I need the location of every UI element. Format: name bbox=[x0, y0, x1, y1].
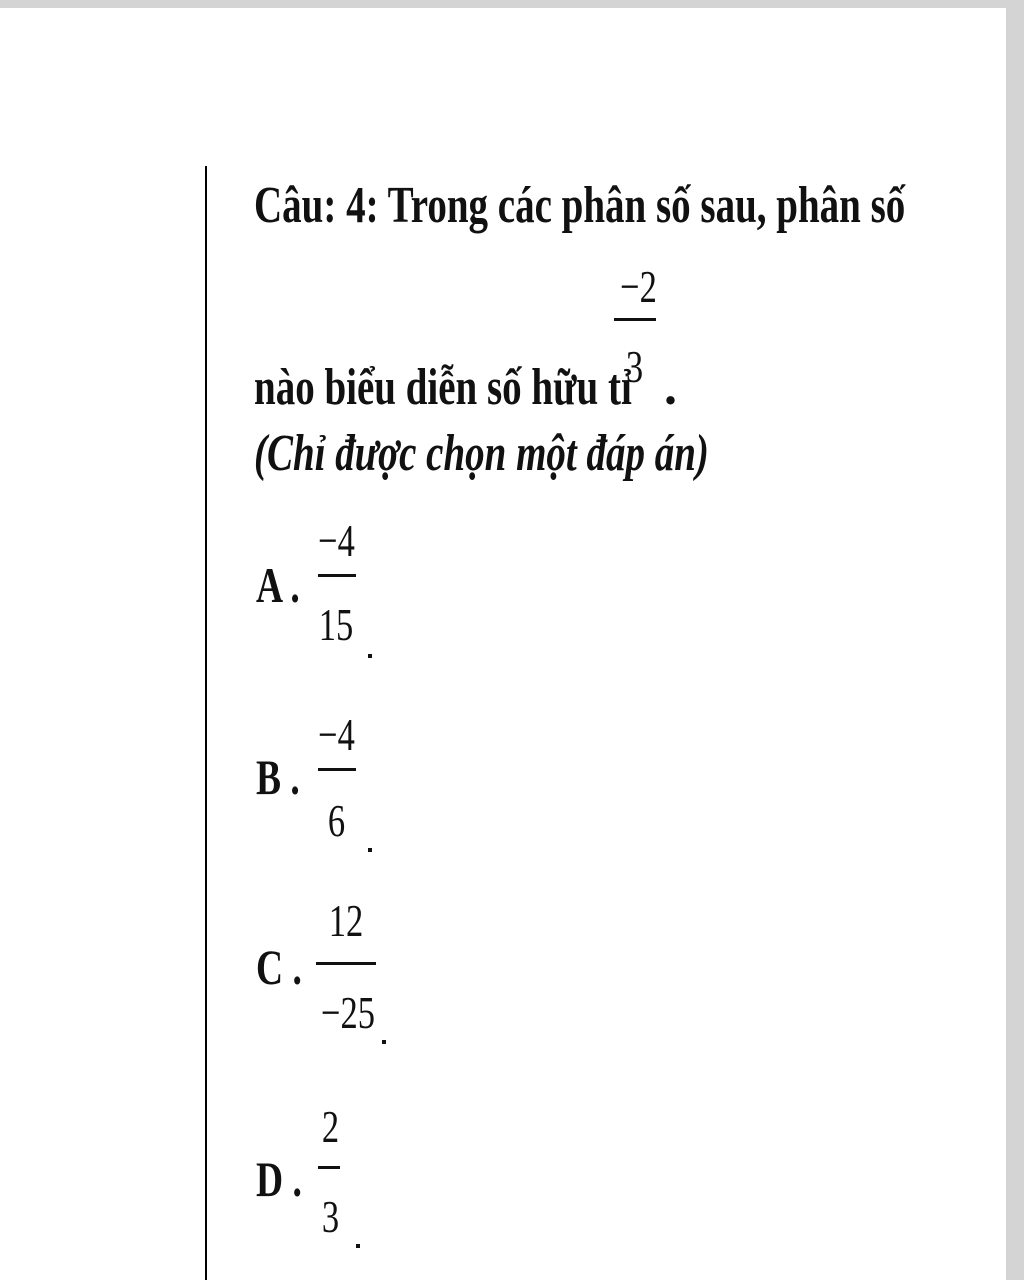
option-a-period bbox=[368, 654, 372, 658]
option-a-denominator: 15 bbox=[318, 599, 354, 650]
viewer-top-border bbox=[0, 0, 1024, 8]
left-margin-rule bbox=[205, 166, 207, 1280]
question-instruction: (Chỉ được chọn một đáp án) bbox=[254, 425, 709, 482]
target-fraction-denominator: 3 bbox=[625, 341, 643, 392]
option-d-label: D . bbox=[256, 1151, 302, 1207]
option-b-label: B . bbox=[256, 749, 300, 805]
option-d-denominator: 3 bbox=[321, 1191, 339, 1242]
option-c-label: C . bbox=[256, 939, 302, 995]
target-fraction-bar bbox=[614, 318, 656, 321]
option-d-numerator: 2 bbox=[321, 1101, 339, 1152]
option-a-numerator: −4 bbox=[317, 515, 355, 566]
question-line-2: nào biểu diễn số hữu tỉ bbox=[254, 359, 632, 416]
target-fraction-numerator: −2 bbox=[619, 261, 657, 312]
option-b-fraction-bar bbox=[318, 768, 356, 771]
option-b-denominator: 6 bbox=[327, 795, 345, 846]
option-a-fraction-bar bbox=[318, 574, 356, 577]
option-b-period bbox=[368, 848, 372, 852]
option-b-numerator: −4 bbox=[317, 709, 355, 760]
option-c-numerator: 12 bbox=[328, 895, 364, 946]
option-d-period bbox=[356, 1244, 360, 1248]
option-d-fraction-bar bbox=[318, 1166, 340, 1169]
option-c-period bbox=[382, 1040, 386, 1044]
option-c-denominator: −25 bbox=[320, 987, 375, 1038]
option-a-label: A . bbox=[256, 557, 300, 613]
question-line-1: Câu: 4: Trong các phân số sau, phân số bbox=[254, 177, 906, 234]
option-c-fraction-bar bbox=[316, 962, 376, 965]
question-line-2-period: . bbox=[664, 359, 677, 416]
